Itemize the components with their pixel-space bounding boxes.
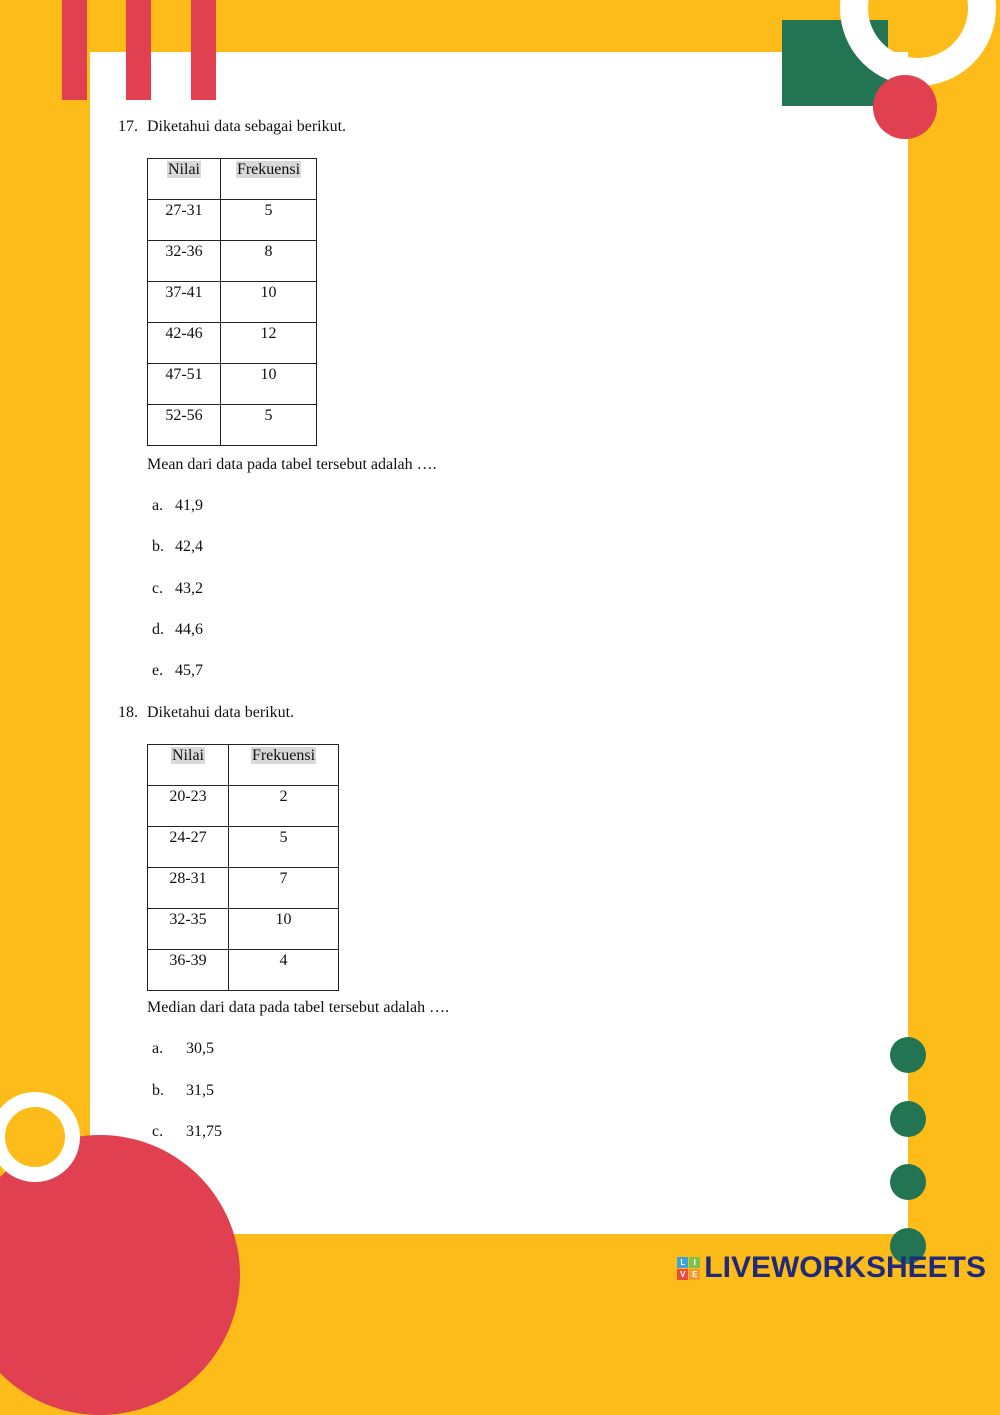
question-text: Diketahui data sebagai berikut.: [147, 118, 347, 135]
logo-tiles-icon: L I V E: [677, 1257, 700, 1280]
liveworksheets-logo[interactable]: [677, 1251, 986, 1285]
table-cell: 32-35: [148, 909, 229, 950]
option-17-e[interactable]: [152, 662, 203, 680]
table-row: [148, 200, 317, 241]
option-letter: c.: [152, 580, 164, 597]
option-value: 31,5: [186, 1082, 214, 1099]
option-letter: c.: [152, 1123, 164, 1140]
option-17-b[interactable]: [152, 538, 203, 556]
table-cell: 10: [221, 364, 317, 405]
option-17-d[interactable]: [152, 621, 203, 639]
table-cell: 8: [221, 241, 317, 282]
header-cell: Frekuensi: [229, 745, 339, 786]
table-cell: 7: [229, 868, 339, 909]
option-value: 45,7: [175, 662, 203, 679]
table-row: [148, 405, 317, 446]
table-row: [148, 323, 317, 364]
option-value: 30,5: [186, 1040, 214, 1057]
question-17: [118, 118, 346, 136]
option-letter: b.: [152, 538, 164, 555]
option-letter: e.: [152, 662, 164, 679]
table-cell: 10: [221, 282, 317, 323]
option-letter: b.: [152, 1082, 164, 1099]
table-row: [148, 868, 339, 909]
table-cell: 28-31: [148, 868, 229, 909]
red-stripe-1-top: [62, 0, 87, 100]
question-18: [118, 704, 294, 722]
table-cell: 20-23: [148, 786, 229, 827]
logo-text: LIVEWORKSHEETS: [704, 1251, 986, 1284]
option-letter: a.: [152, 497, 164, 514]
table-cell: 2: [229, 786, 339, 827]
table-cell: 37-41: [148, 282, 221, 323]
red-circle-top: [873, 75, 937, 139]
green-dot-3: [890, 1164, 926, 1200]
option-letter: d.: [152, 621, 164, 638]
frequency-table-17: [147, 158, 317, 446]
option-value: 44,6: [175, 621, 203, 638]
option-18-b[interactable]: [152, 1082, 214, 1100]
question-prompt-18: Median dari data pada tabel tersebut adalah ….: [147, 999, 450, 1016]
option-18-a[interactable]: [152, 1040, 214, 1058]
option-value: 43,2: [175, 580, 203, 597]
option-17-c[interactable]: [152, 580, 203, 598]
option-value: 42,4: [175, 538, 203, 555]
table-cell: 4: [229, 950, 339, 991]
table-row: [148, 950, 339, 991]
header-cell: Frekuensi: [221, 159, 317, 200]
red-stripe-3-top: [191, 0, 216, 100]
table-cell: 36-39: [148, 950, 229, 991]
table-cell: 32-36: [148, 241, 221, 282]
table-row: [148, 364, 317, 405]
table-cell: 5: [229, 827, 339, 868]
table-row: [148, 241, 317, 282]
table-row: [148, 786, 339, 827]
option-value: 41,9: [175, 497, 203, 514]
table-cell: 5: [221, 200, 317, 241]
table-cell: 10: [229, 909, 339, 950]
question-number: 17.: [118, 118, 138, 135]
option-value: 31,75: [186, 1123, 222, 1140]
table-cell: 52-56: [148, 405, 221, 446]
frequency-table-18: [147, 744, 339, 991]
header-cell: Nilai: [148, 745, 229, 786]
question-prompt-17: Mean dari data pada tabel tersebut adalah ….: [147, 456, 437, 473]
red-stripe-2-top: [126, 0, 151, 100]
question-number: 18.: [118, 704, 138, 721]
table-header-row: [148, 745, 339, 786]
table-cell: 12: [221, 323, 317, 364]
table-cell: 42-46: [148, 323, 221, 364]
table-header-row: [148, 159, 317, 200]
option-18-c[interactable]: [152, 1123, 222, 1141]
table-cell: 24-27: [148, 827, 229, 868]
table-cell: 5: [221, 405, 317, 446]
option-letter: a.: [152, 1040, 164, 1057]
green-dot-2: [890, 1101, 926, 1137]
question-text: Diketahui data berikut.: [147, 704, 295, 721]
table-row: [148, 827, 339, 868]
header-cell: Nilai: [148, 159, 221, 200]
green-dot-1: [890, 1037, 926, 1073]
table-row: [148, 909, 339, 950]
option-17-a[interactable]: [152, 497, 203, 515]
table-row: [148, 282, 317, 323]
table-cell: 47-51: [148, 364, 221, 405]
table-cell: 27-31: [148, 200, 221, 241]
